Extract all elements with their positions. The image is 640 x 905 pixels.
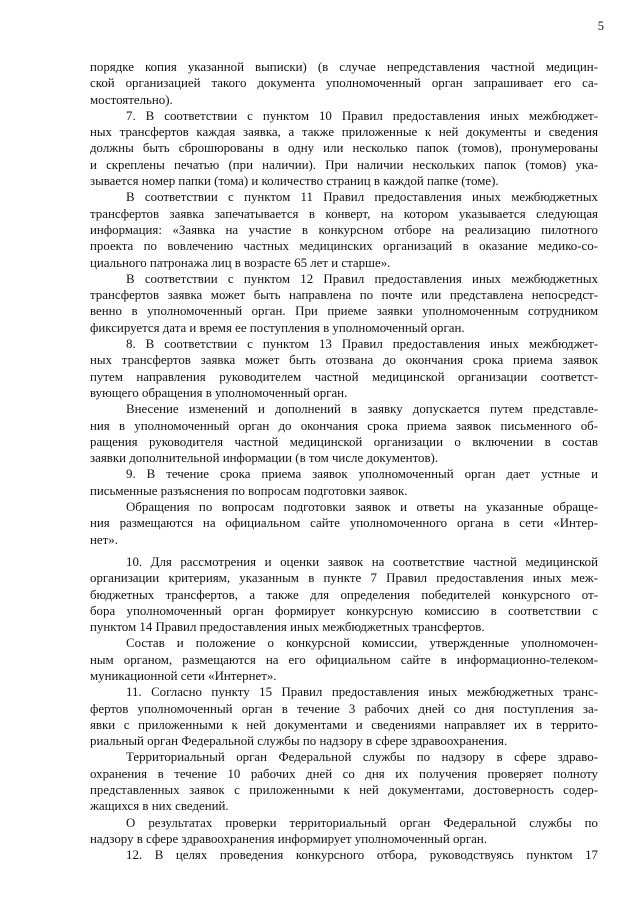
text-line: трансфертов заявка запечатывается в конверт, на котором указывается следующая [90, 206, 598, 221]
text-line: и скреплены печатью (при наличии). При наличии нескольких папок (томов) ука- [90, 157, 598, 172]
text-line: венно в уполномоченный орган. При приеме заявки уполномоченным сотрудником [90, 304, 598, 319]
text-line: зывается номер папки (тома) и количество страниц в каждой папке (томе). [90, 174, 499, 189]
text-line: 12. В целях проведения конкурсного отбора, руководствуясь пунктом 17 [126, 848, 598, 863]
text-line: ния размещаются на официальном сайте уполномоченного органа в сети «Интер- [90, 516, 598, 531]
text-line: ращения руководителя частной медицинской организации о включении в состав [90, 434, 598, 449]
text-line: должны быть сброшюрованы в одну или несколько папок (томов), пронумерованы [90, 141, 598, 156]
paragraph [90, 499, 598, 548]
text-line: путем направления руководителем частной медицинской организации соответст- [90, 369, 598, 384]
text-line: ных трансфертов каждая заявка, а также приложенные к ней документы и сведения [90, 125, 598, 140]
text-line: муникационной сети «Интернет». [90, 668, 277, 683]
text-line: Территориальный орган Федеральной службы по надзору в сфере здраво- [126, 750, 598, 765]
text-line: ным органом, размещаются на его официальном сайте в информационно-телеком- [90, 652, 598, 667]
text-line: ской организацией такого документа уполномоченный орган запрашивает его са- [90, 76, 598, 91]
text-line: представленных заявок с приложенными к ней документами, достоверность содер- [90, 783, 598, 798]
text-line: 11. Согласно пункту 15 Правил предоставления иных межбюджетных транс- [126, 685, 598, 700]
text-line: 7. В соответствии с пунктом 10 Правил предоставления иных межбюджет- [126, 108, 598, 123]
text-line: проекта по вовлечению частных медицинских организаций в оказание медико-со- [90, 239, 598, 254]
text-line: ных трансфертов заявка может быть отозвана до окончания срока приема заявок [90, 353, 598, 368]
paragraph [90, 401, 598, 466]
text-line: Внесение изменений и дополнений в заявку допускается путем представле- [126, 402, 598, 417]
text-line: письменные разъяснения по вопросам подготовки заявок. [90, 483, 408, 498]
text-line: Обращения по вопросам подготовки заявок и ответы на указанные обраще- [126, 500, 598, 515]
paragraph [90, 336, 598, 401]
text-line: бюджетных трансфертов, а также для определения победителей конкурсного от- [90, 587, 598, 602]
text-line: Состав и положение о конкурсной комиссии, утвержденные уполномочен- [126, 636, 598, 651]
text-line: организации критериям, указанным в пункте 7 Правил предоставления иных меж- [90, 571, 598, 586]
text-line: риальный орган Федеральной службы по надзору в сфере здравоохранения. [90, 734, 508, 749]
text-line: вующего обращения в уполномоченный орган. [90, 385, 348, 400]
paragraph [90, 847, 598, 863]
paragraph [90, 684, 598, 749]
text-line: информация: «Заявка на участие в конкурсном отборе на реализацию пилотного [90, 222, 598, 237]
paragraph [90, 59, 598, 108]
text-line: заявки дополнительной информации (в том числе документов). [90, 451, 439, 466]
text-line: О результатах проверки территориальный орган Федеральной службы по [126, 815, 598, 830]
text-line: мостоятельно). [90, 92, 173, 107]
text-line: нет». [90, 532, 118, 547]
text-line: порядке копия указанной выписки) (в случае непредставления частной медицин- [90, 60, 598, 74]
paragraph [90, 189, 598, 270]
text-line: надзору в сфере здравоохранения информирует уполномоченный орган. [90, 831, 487, 846]
text-line: фертов уполномоченный орган в течение 3 рабочих дней со дня поступления за- [90, 701, 598, 716]
text-line: ния в уполномоченный орган до окончания срока приема заявок письменного об- [90, 418, 598, 433]
text-line: В соответствии с пунктом 11 Правил предоставления иных межбюджетных [126, 190, 598, 205]
text-line: пунктом 14 Правил предоставления иных межбюджетных трансфертов. [90, 620, 485, 635]
text-line: циального патронажа лиц в возрасте 65 лет и старше». [90, 255, 391, 270]
page-number: 5 [597, 19, 604, 33]
paragraph [90, 466, 598, 499]
paragraph [90, 108, 598, 189]
paragraph [90, 749, 598, 814]
text-line: 9. В течение срока приема заявок уполномоченный орган дает устные и [126, 467, 598, 482]
document-body [90, 59, 598, 864]
paragraph [90, 554, 598, 635]
text-line: жащихся в них сведений. [90, 799, 229, 814]
text-line: фиксируется дата и время ее поступления в уполномоченный орган. [90, 320, 465, 335]
text-line: 8. В соответствии с пунктом 13 Правил предоставления иных межбюджет- [126, 337, 598, 352]
text-line: 10. Для рассмотрения и оценки заявок на соответствие частной медицинской [126, 554, 598, 569]
text-line: В соответствии с пунктом 12 Правил предоставления иных межбюджетных [126, 271, 598, 286]
text-line: бора уполномоченный орган формирует конкурсную комиссию в соответствии с [90, 603, 598, 618]
text-line: охранения в течение 10 рабочих дней со дня их получения проверяет полноту [90, 766, 598, 781]
text-line: трансфертов заявка может быть направлена по почте или представлена непосредст- [90, 288, 598, 303]
paragraph [90, 815, 598, 848]
text-line: явки с приложенными к ней документами и сведениями направляет их в террито- [90, 717, 598, 732]
paragraph [90, 271, 598, 336]
paragraph [90, 635, 598, 684]
